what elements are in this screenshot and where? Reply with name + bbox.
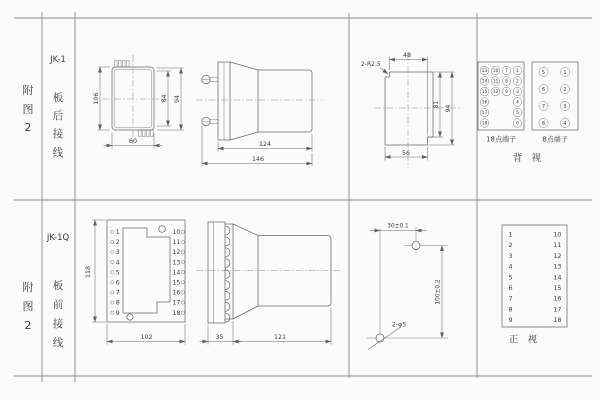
pin-label: 6 — [115, 279, 120, 287]
ext-lines-118 — [92, 220, 106, 322]
pin-label: 1 — [115, 229, 120, 236]
wiring-char: 接 — [52, 318, 64, 330]
front-wiring-side-view — [196, 222, 341, 345]
dim-35: 35 — [215, 333, 224, 341]
block18-label: 18点端子 — [486, 135, 516, 144]
left-pin-column — [111, 229, 120, 317]
pin-bump — [226, 226, 230, 235]
terminal-number: 4 — [516, 100, 519, 106]
figure-char: 图 — [22, 300, 34, 313]
pin-circle — [111, 291, 114, 294]
pin-number: 14 — [553, 273, 562, 282]
pin-label: 18 — [172, 309, 181, 317]
pin-number: 12 — [553, 251, 562, 260]
rear-view-terminals — [478, 62, 578, 164]
cutout-outline — [385, 72, 433, 145]
pin-table-left-column — [509, 231, 513, 325]
taper-lines — [230, 62, 258, 140]
pin-circle — [181, 250, 184, 253]
pin-number: 5 — [508, 273, 513, 282]
pin-number: 7 — [508, 294, 513, 303]
front-plate — [208, 222, 225, 323]
pin-circle — [111, 250, 114, 253]
terminal-number: 14 — [481, 79, 488, 85]
figure-char: 图 — [22, 103, 34, 116]
radius-callout: 2-R2.5 — [361, 61, 381, 68]
pin-label: 7 — [115, 289, 120, 297]
terminal-number: 3 — [516, 90, 519, 96]
right-pin-column — [172, 229, 184, 317]
terminal-number: 2 — [563, 86, 567, 93]
relay-body — [258, 70, 312, 132]
pin-circle — [111, 311, 114, 314]
pin — [151, 130, 154, 137]
relay-top-view — [93, 55, 184, 149]
wiring-char: 前 — [52, 299, 64, 311]
bottom-pin-group — [139, 130, 154, 137]
terminal-number: 6 — [516, 121, 519, 127]
front-view-label: 正 视 — [508, 334, 538, 346]
screw-stem — [210, 120, 218, 124]
terminal-number: 9 — [505, 90, 508, 96]
panel-cutout-view — [361, 52, 462, 168]
pin-bump — [226, 313, 230, 322]
block8-label: 8点端子 — [542, 135, 568, 144]
pin-label: 13 — [172, 259, 181, 267]
pin-number: 4 — [508, 262, 513, 271]
pin-circle — [111, 260, 114, 263]
terminal-number: 3 — [563, 103, 567, 110]
pin-label: 4 — [115, 259, 120, 267]
pin-bump — [226, 270, 230, 279]
terminal-number: 18 — [481, 121, 488, 127]
dim-121: 121 — [273, 333, 287, 341]
dim-146: 146 — [251, 156, 265, 163]
figure-char: 2 — [24, 319, 32, 332]
pin — [147, 130, 150, 137]
terminal-number: 10 — [492, 69, 499, 75]
terminal-number: 2 — [516, 79, 519, 85]
pin-label: 14 — [172, 269, 181, 277]
pin-label: 5 — [115, 269, 120, 277]
terminal-number: 8 — [541, 120, 546, 127]
dim-30: 30±0.1 — [387, 223, 409, 230]
wiring-char: 线 — [52, 147, 64, 159]
pin-number: 2 — [508, 241, 513, 250]
pin-label: 11 — [172, 239, 181, 247]
pin-number: 6 — [508, 284, 513, 292]
pin — [115, 61, 118, 68]
pin-number: 8 — [508, 305, 513, 314]
front-wiring-view — [85, 220, 185, 345]
screw-slots — [202, 80, 209, 122]
mounting-hole — [127, 314, 133, 320]
hole-leader-line — [368, 328, 400, 350]
dim-124: 124 — [258, 141, 272, 148]
dim-118: 118 — [85, 265, 92, 279]
pin-circle — [181, 271, 184, 274]
terminal-number: 7 — [505, 69, 508, 75]
pin-circle — [111, 301, 114, 304]
terminal-number: 7 — [541, 103, 546, 110]
drilling-plan — [367, 224, 448, 350]
pin-bump — [226, 248, 230, 257]
hole-callout: 2-φ5 — [392, 321, 407, 329]
pin-label: 9 — [115, 309, 120, 317]
top-pin-group — [115, 61, 130, 68]
wiring-char: 板 — [52, 280, 64, 292]
pin-circle — [181, 230, 184, 233]
pin-label: 8 — [115, 299, 120, 307]
terminal-number: 15 — [481, 90, 488, 96]
row2-figure-label — [23, 280, 34, 332]
row1-figure-label — [23, 83, 34, 134]
taper-lines — [225, 224, 258, 319]
dim-56: 56 — [401, 149, 411, 157]
pin-table-right-column — [553, 231, 561, 325]
pin-number: 3 — [508, 251, 513, 260]
pin-number: 16 — [553, 294, 562, 303]
ext-lines-48 — [390, 57, 428, 136]
wiring-char: 接 — [52, 128, 64, 140]
dim-60: 60 — [128, 138, 138, 146]
pin-circle — [111, 240, 114, 243]
pin-label: 15 — [172, 279, 181, 287]
pin-number: 1 — [508, 230, 513, 239]
relay-side-view — [196, 62, 322, 167]
pin-number: 9 — [508, 316, 513, 325]
terminal-number: 11 — [492, 79, 499, 85]
wiring-char: 板 — [52, 92, 64, 104]
rear-view-label: 背 视 — [512, 153, 542, 164]
pin-label: 12 — [172, 249, 181, 257]
pin-bump — [226, 281, 230, 290]
pin-number: 17 — [553, 305, 562, 314]
row2-model-label — [46, 233, 70, 349]
dim-106: 106 — [93, 92, 100, 105]
pin-bump — [226, 292, 230, 301]
pin-circle — [111, 281, 114, 284]
terminal-number: 8 — [505, 79, 508, 85]
terminal-number: 6 — [541, 86, 546, 93]
terminal-number: 13 — [481, 69, 488, 75]
pin — [139, 130, 142, 137]
dim-102: 102 — [140, 334, 153, 341]
wiring-char: 后 — [52, 110, 64, 122]
terminal-number: 16 — [481, 100, 488, 106]
pin — [127, 61, 130, 68]
terminal-number: 17 — [481, 111, 488, 117]
model-name: JK-1 — [50, 55, 66, 65]
mounting-hole — [159, 226, 166, 233]
terminal-block-18-circles — [480, 66, 522, 127]
pin-bump — [226, 237, 230, 246]
pin-label: 3 — [115, 249, 120, 257]
pin-bump — [226, 259, 230, 268]
dim-48: 48 — [402, 52, 412, 60]
pin — [143, 130, 146, 137]
model-name: JK-1Q — [46, 233, 70, 243]
terminal-number: 5 — [516, 111, 519, 117]
screw-stem — [210, 78, 218, 82]
terminal-number: 5 — [541, 69, 546, 76]
top-hole-crosshair — [404, 227, 448, 253]
pin-bump — [226, 302, 230, 311]
figure-char: 附 — [22, 84, 34, 97]
drill-hole-bottom — [376, 334, 384, 342]
pin-number: 13 — [553, 262, 562, 271]
terminal-pin-bumps — [226, 226, 230, 322]
drill-hole-top — [412, 242, 420, 250]
figure-char: 附 — [22, 281, 34, 294]
front-view-pin-table — [502, 225, 567, 346]
pin-number: 15 — [553, 284, 562, 292]
pin-number: 10 — [553, 230, 562, 239]
pin-circle — [181, 311, 184, 314]
row1-model-label — [49, 55, 66, 159]
terminal-number: 1 — [516, 69, 519, 75]
pin-label: 16 — [172, 289, 181, 297]
pin — [123, 61, 126, 68]
pin-circle — [111, 230, 114, 233]
pin-number: 18 — [553, 316, 562, 325]
pin-circle — [181, 291, 184, 294]
radius-leader — [380, 68, 388, 75]
pin-label: 10 — [172, 229, 181, 236]
dim-84: 84 — [161, 94, 168, 103]
dim-94: 94 — [174, 94, 181, 104]
terminal-block-8-circles — [539, 67, 570, 127]
terminal-number: 1 — [563, 69, 567, 76]
table-grid — [14, 12, 592, 382]
pin — [119, 61, 122, 68]
pin-circle — [111, 271, 114, 274]
terminal-number: 4 — [563, 120, 567, 127]
relay-body-outline — [123, 228, 170, 313]
dim-81: 81 — [433, 100, 440, 109]
figure-char: 2 — [24, 121, 32, 134]
terminal-number: 12 — [492, 90, 499, 96]
pin-label: 2 — [115, 239, 120, 247]
pin-number: 11 — [553, 241, 562, 250]
pin-label: 17 — [172, 299, 181, 307]
pin-circle — [181, 281, 184, 284]
pin-circle — [181, 260, 184, 263]
dim-94: 94 — [445, 104, 452, 113]
dim-100: 100±0.2 — [435, 279, 442, 305]
pin-circle — [181, 301, 184, 304]
wiring-char: 线 — [52, 337, 64, 349]
pin-circle — [181, 240, 184, 243]
